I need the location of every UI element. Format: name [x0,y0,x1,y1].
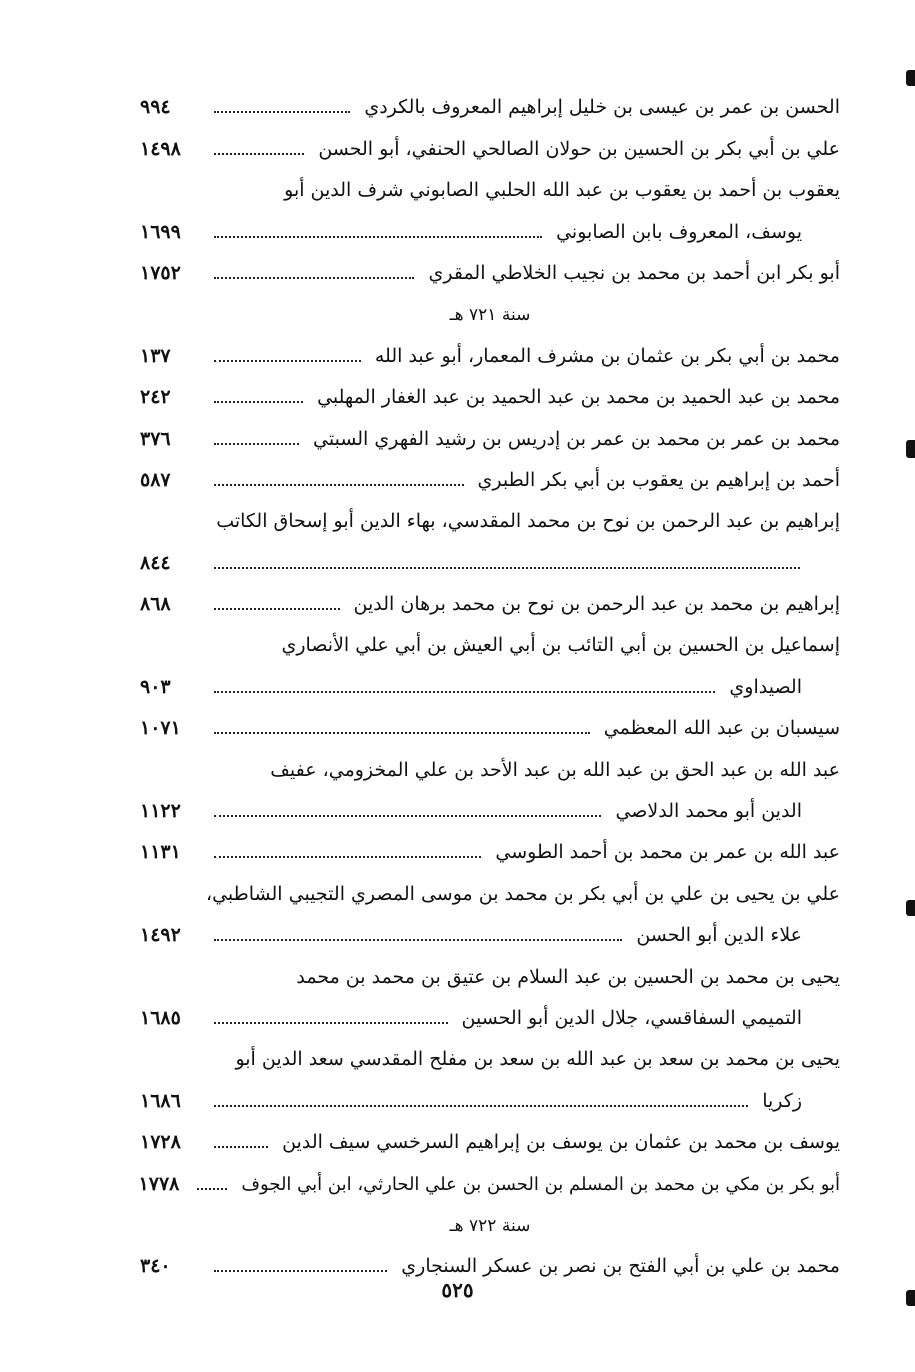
index-entry [140,1034,840,1075]
entry-name: الدين أبو محمد الدلاصي [615,800,802,823]
index-entry [140,537,840,578]
entry-number: ٨٦٨ [140,593,171,616]
entry-number: ٢٤٢ [140,386,171,409]
index-entry [140,579,840,620]
dot-leader [214,111,350,113]
entry-name: علي بن أبي بكر بن الحسين بن حولان الصالحي الحنفي، أبو الحسن [318,137,840,160]
entry-number: ١٦٩٩ [140,220,181,243]
dot-leader [214,401,303,403]
entry-name: زكريا [762,1089,802,1112]
index-entry [140,1241,840,1282]
entry-name: الصيداوي [729,675,802,698]
index-entry [140,993,840,1034]
entry-name: التميمي السفاقسي، جلال الدين أبو الحسين [461,1006,802,1029]
index-entry [140,413,840,454]
index-entry [140,1075,840,1116]
entry-name: الحسن بن عمر بن عيسى بن خليل إبراهيم المعروف بالكردي [364,96,840,119]
scan-edge-mark [906,440,915,458]
index-entry [140,951,840,992]
entry-name: محمد بن علي بن أبي الفتح بن نصر بن عسكر السنجاري [401,1255,840,1278]
entry-number: ٩٠٣ [140,675,171,698]
entry-name: علي بن يحيى بن علي بن أبي بكر بن محمد بن موسى المصري التجيبي الشاطبي، [205,882,840,905]
entry-number: ١٤٩٢ [140,924,181,947]
dot-leader [214,1105,748,1107]
index-entry [140,661,840,702]
index-entry [140,1117,840,1158]
entry-name: يحيى بن محمد بن سعد بن عبد الله بن سعد بن مفلح المقدسي سعد الدين أبو [235,1048,840,1071]
entry-name: يحيى بن محمد بن الحسين بن عبد السلام بن عتيق بن محمد بن محمد [296,965,840,988]
dot-leader [214,153,304,155]
entry-name: يوسف، المعروف بابن الصابوني [556,220,802,243]
page-number: ٥٢٥ [441,1278,474,1302]
index-entry [140,1158,840,1199]
index-entry [140,620,840,661]
dot-leader [214,608,340,610]
scan-edge-mark [906,900,915,916]
year-heading [140,1200,840,1241]
index-entry [140,82,840,123]
scan-edge-mark [906,70,915,86]
entry-name: يعقوب بن أحمد بن يعقوب بن عبد الله الحلبي الصابوني شرف الدين أبو [284,179,840,202]
entry-number: ١١٣١ [140,841,181,864]
index-entry [140,123,840,164]
dot-leader [214,1022,448,1024]
dot-leader [214,484,464,486]
entry-name: محمد بن عمر بن محمد بن عمر بن إدريس بن رشيد الفهري السبتي [313,427,840,450]
entry-name: إسماعيل بن الحسين بن أبي التائب بن أبي العيش بن أبي علي الأنصاري [281,634,840,657]
entry-number: ١١٢٢ [140,800,181,823]
dot-leader [214,567,800,569]
entry-number: ٣٤٠ [140,1255,171,1278]
index-entry [140,206,840,247]
index-entries [140,82,840,1282]
index-entry [140,744,840,785]
entry-number: ١٠٧١ [140,717,181,740]
dot-leader [197,1188,227,1190]
index-entry [140,827,840,868]
entry-number: ٣٧٦ [140,427,171,450]
entry-name: عبد الله بن عبد الحق بن عبد الله بن عبد الأحد بن علي المخزومي، عفيف [270,758,840,781]
index-entry [140,910,840,951]
index-entry [140,330,840,371]
entry-number: ١٧٢٨ [140,1131,181,1154]
index-entry [140,496,840,537]
entry-number: ١٧٧٨ [138,1172,180,1195]
entry-name: إبراهيم بن عبد الرحمن بن نوح بن محمد المقدسي، بهاء الدين أبو إسحاق الكاتب [216,510,840,533]
dot-leader [214,856,481,858]
dot-leader [214,691,715,693]
entry-number: ٩٩٤ [140,96,171,119]
index-entry [140,703,840,744]
dot-leader [214,815,601,817]
year-heading-text: سنة ٧٢٢ هـ [449,1215,531,1236]
index-entry [140,372,840,413]
dot-leader [214,277,414,279]
entry-name: أحمد بن إبراهيم بن يعقوب بن أبي بكر الطبري [477,468,840,491]
index-entry [140,455,840,496]
entry-name: عبد الله بن عمر بن محمد بن أحمد الطوسي [495,841,840,864]
index-entry [140,248,840,289]
index-entry [140,868,840,909]
year-heading [140,289,840,330]
entry-number: ٥٨٧ [140,468,171,491]
entry-name: محمد بن أبي بكر بن عثمان بن مشرف المعمار، أبو عبد الله [374,344,840,367]
dot-leader [214,732,590,734]
entry-number: ١٣٧ [140,344,171,367]
year-heading-text: سنة ٧٢١ هـ [449,305,531,326]
entry-name: أبو بكر ابن أحمد بن محمد بن نجيب الخلاطي المقري [428,261,840,284]
index-entry [140,165,840,206]
entry-number: ١٦٨٥ [140,1006,181,1029]
scan-edge-mark [906,1290,915,1306]
dot-leader [214,1270,387,1272]
dot-leader [214,443,299,445]
dot-leader [214,939,622,941]
dot-leader [214,360,361,362]
entry-name: إبراهيم بن محمد بن عبد الرحمن بن نوح بن محمد برهان الدين [353,593,840,616]
index-entry [140,786,840,827]
entry-name: علاء الدين أبو الحسن [636,924,802,947]
entry-name: أبو بكر بن مكي بن محمد بن المسلم بن الحسن بن علي الحارثي، ابن أبي الجوف [241,1173,840,1195]
dot-leader [214,1146,268,1148]
entry-number: ٨٤٤ [140,551,171,574]
entry-number: ١٧٥٢ [140,261,181,284]
entry-name: سيسبان بن عبد الله المعظمي [603,717,840,740]
entry-name: يوسف بن محمد بن عثمان بن يوسف بن إبراهيم السرخسي سيف الدين [282,1131,840,1154]
entry-number: ١٦٨٦ [140,1089,181,1112]
dot-leader [214,236,542,238]
entry-name: محمد بن عبد الحميد بن محمد بن عبد الحميد بن عبد الغفار المهلبي [317,386,840,409]
entry-number: ١٤٩٨ [140,137,181,160]
